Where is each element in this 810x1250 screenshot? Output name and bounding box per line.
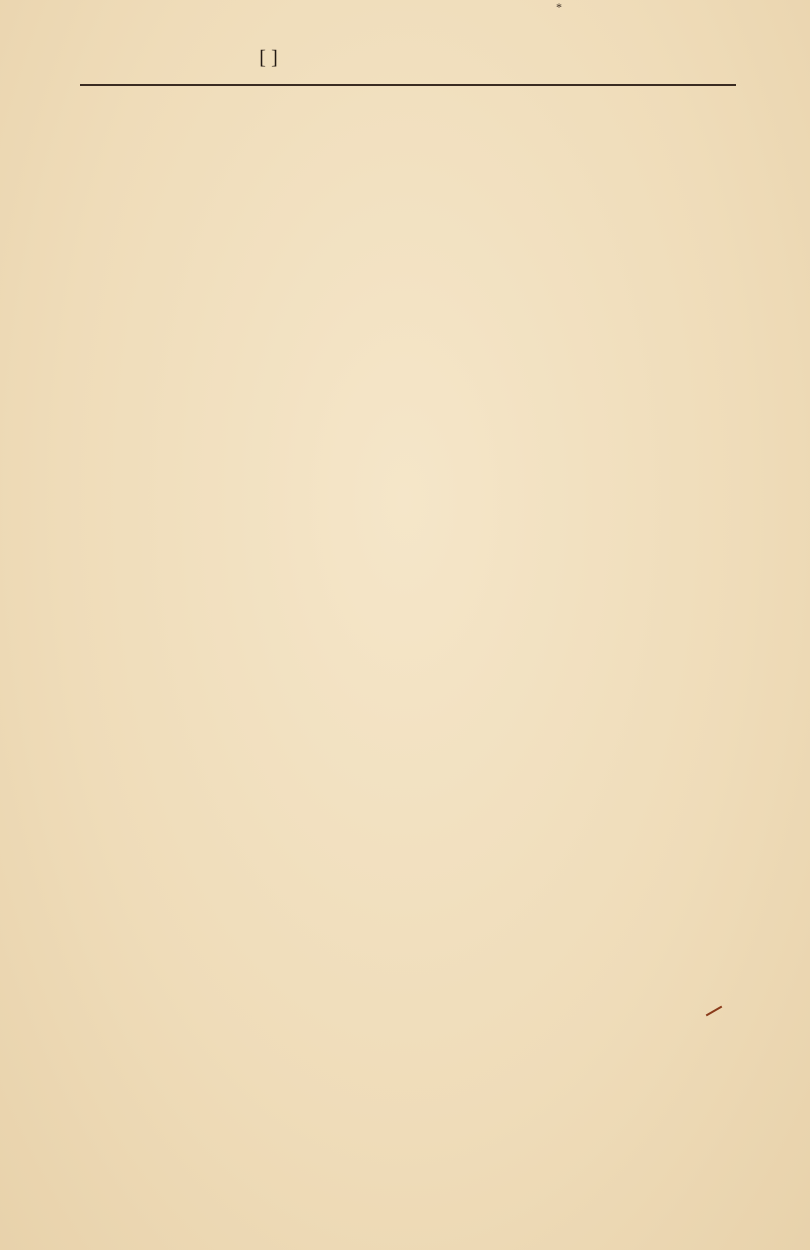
right-bracket: ] — [271, 47, 279, 69]
pencil-tick-mark — [706, 1006, 723, 1017]
running-title — [255, 45, 283, 68]
left-bracket: [ — [259, 47, 267, 69]
header-rule — [80, 84, 736, 86]
page-header — [80, 42, 736, 68]
ink-mark: * — [556, 0, 562, 14]
